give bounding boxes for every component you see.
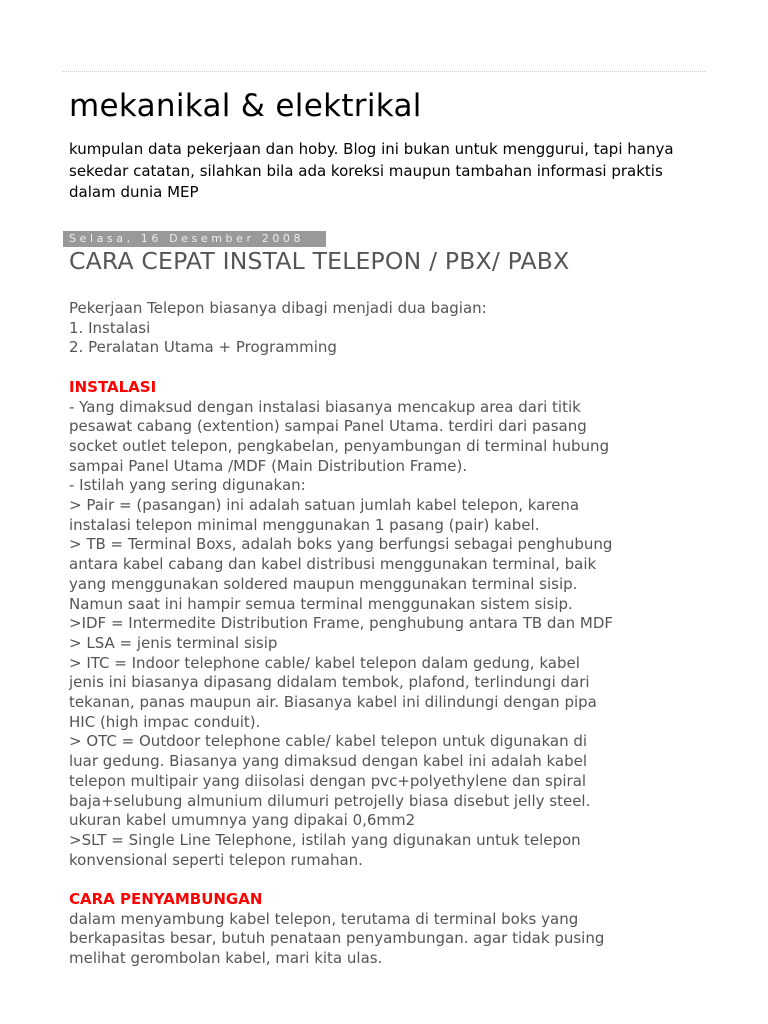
body-text-line: ukuran kabel umumnya yang dipakai 0,6mm2 xyxy=(69,811,416,830)
body-text-line: >IDF = Intermedite Distribution Frame, penghubung antara TB dan MDF xyxy=(69,614,614,633)
body-text-line: socket outlet telepon, pengkabelan, penyambungan di terminal hubung xyxy=(69,436,610,455)
body-text-line: Namun saat ini hampir semua terminal menggunakan sistem sisip. xyxy=(69,594,573,613)
body-text-line: > ITC = Indoor telephone cable/ kabel telepon dalam gedung, kabel xyxy=(69,653,580,672)
body-text-line: > TB = Terminal Boxs, adalah boks yang berfungsi sebagai penghubung xyxy=(69,535,613,554)
body-text-line: telepon multipair yang diisolasi dengan pvc+polyethylene dan spiral xyxy=(69,771,587,790)
body-text-line: jenis ini biasanya dipasang didalam tembok, plafond, terlindungi dari xyxy=(69,673,590,692)
paragraph-spacer xyxy=(69,870,709,890)
section-instalasi-text xyxy=(69,398,709,871)
blog-description: kumpulan data pekerjaan dan hoby. Blog ini bukan untuk menggurui, tapi hanya sekedar catatan, silahkan bila ada koreksi maupun tambahan informasi praktis dalam dunia MEP xyxy=(69,140,674,201)
body-text-line: dalam menyambung kabel telepon, terutama di terminal boks yang xyxy=(69,909,579,928)
intro-line: 1. Instalasi xyxy=(69,318,151,337)
body-text-line: pesawat cabang (extention) sampai Panel Utama. terdiri dari pasang xyxy=(69,417,587,436)
body-text-line: luar gedung. Biasanya yang dimaksud dengan kabel ini adalah kabel xyxy=(69,752,588,771)
section-heading-instalasi: INSTALASI xyxy=(69,377,157,396)
header-divider xyxy=(63,71,705,72)
body-text-line: >SLT = Single Line Telephone, istilah yang digunakan untuk telepon xyxy=(69,830,581,849)
body-text-line: antara kabel cabang dan kabel distribusi menggunakan terminal, baik xyxy=(69,555,597,574)
intro-line: Pekerjaan Telepon biasanya dibagi menjadi dua bagian: xyxy=(69,299,487,317)
body-text-line: sampai Panel Utama /MDF (Main Distribution Frame). xyxy=(69,456,468,475)
blog-title[interactable]: mekanikal & elektrikal xyxy=(69,88,422,124)
body-text-line: HIC (high impac conduit). xyxy=(69,712,261,731)
intro-line: 2. Peralatan Utama + Programming xyxy=(69,338,337,357)
body-text-line: > LSA = jenis terminal sisip xyxy=(69,633,278,652)
body-text-line: > OTC = Outdoor telephone cable/ kabel telepon untuk digunakan di xyxy=(69,732,588,751)
body-text-line: - Yang dimaksud dengan instalasi biasanya mencakup area dari titik xyxy=(69,397,581,416)
body-text-line: berkapasitas besar, butuh penataan penyambungan. agar tidak pusing xyxy=(69,929,605,948)
body-text-line: yang menggunakan soldered maupun menggunakan terminal sisip. xyxy=(69,574,578,593)
post-body xyxy=(69,299,709,969)
body-text-line: melihat gerombolan kabel, mari kita ulas. xyxy=(69,949,383,968)
section-cara-penyambungan-text xyxy=(69,910,709,969)
body-text-line: baja+selubung almunium dilumuri petrojelly biasa disebut jelly steel. xyxy=(69,791,591,810)
body-text-line: instalasi telepon minimal menggunakan 1 pasang (pair) kabel. xyxy=(69,515,540,534)
body-text-line: - Istilah yang sering digunakan: xyxy=(69,476,306,495)
paragraph-spacer xyxy=(69,358,709,378)
post-date: Selasa, 16 Desember 2008 xyxy=(63,231,326,247)
body-text-line: tekanan, panas maupun air. Biasanya kabel ini dilindungi dengan pipa xyxy=(69,693,597,712)
body-text-line: konvensional seperti telepon rumahan. xyxy=(69,850,363,869)
section-heading-cara-penyambungan: CARA PENYAMBUNGAN xyxy=(69,890,263,909)
post-title[interactable]: CARA CEPAT INSTAL TELEPON / PBX/ PABX xyxy=(69,247,570,275)
body-text-line: > Pair = (pasangan) ini adalah satuan jumlah kabel telepon, karena xyxy=(69,496,580,515)
